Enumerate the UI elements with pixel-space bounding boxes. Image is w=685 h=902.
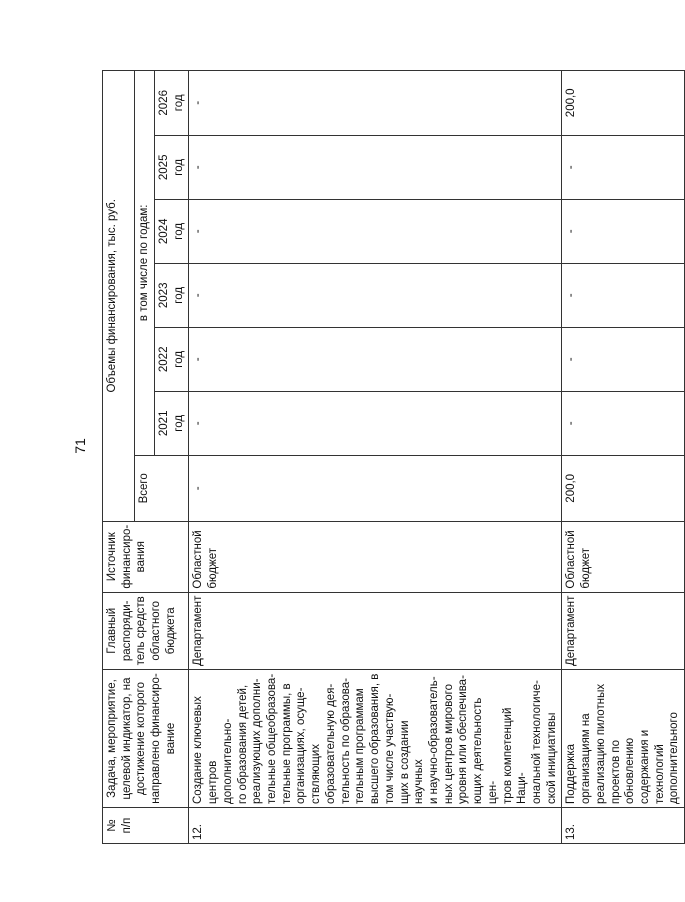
row-task: Поддержка организациям на реализацию пилотных проектов по обновлению содержания и технологий дополнительного (562, 670, 685, 808)
header-manager: Главный распоряди- тель средств областного бюджета (103, 592, 189, 669)
row-2024: - (189, 199, 562, 263)
header-year-2024: 2024 год (155, 199, 189, 263)
row-2021: - (562, 391, 685, 455)
header-by-years: в том числе по годам: (135, 70, 155, 455)
row-manager: Департамент (562, 592, 685, 669)
header-row-1 (103, 70, 135, 843)
financing-table (102, 70, 685, 844)
header-source: Источник финансиро- вания (103, 521, 189, 592)
header-total: Всего (135, 455, 189, 521)
row-2022: - (562, 327, 685, 391)
header-volumes: Объемы финансирования, тыс. руб. (103, 70, 135, 521)
row-source: Областной бюджет (189, 521, 562, 592)
row-task: Создание ключевых центров дополнительно- го образования детей, реализующих дополни- тельные общеобразова- тельные программы, в организациях, осуще- ствляющих образовательную дея- тельность по образова- тельным программам высшего образования, в том числе участвую- щих в создании научных и научно-образователь- ных центров мирового уровня или обеспечива- ющих деятельность цен- тров компетенций Наци- ональной технологиче- ской инициативы (189, 670, 562, 808)
header-year-2023: 2023 год (155, 263, 189, 327)
row-2025: - (562, 135, 685, 199)
header-task: Задача, мероприятие, целевой индикатор, на достижение которого направлено финансиро- вание (103, 670, 189, 808)
row-2023: - (562, 263, 685, 327)
header-num: № п/п (103, 808, 189, 844)
row-total: 200,0 (562, 455, 685, 521)
row-total: - (189, 455, 562, 521)
header-year-2025: 2025 год (155, 135, 189, 199)
row-2023: - (189, 263, 562, 327)
header-year-2022: 2022 год (155, 327, 189, 391)
table-row (562, 70, 685, 843)
header-year-2021: 2021 год (155, 391, 189, 455)
row-num: 12. (189, 808, 562, 844)
row-2026: 200,0 (562, 70, 685, 135)
row-2024: - (562, 199, 685, 263)
row-num: 13. (562, 808, 685, 844)
header-year-2026: 2026 год (155, 70, 189, 135)
row-2022: - (189, 327, 562, 391)
row-2026: - (189, 70, 562, 135)
table-row (189, 70, 562, 843)
row-source: Областной бюджет (562, 521, 685, 592)
page-number: 71 (71, 438, 88, 454)
row-manager: Департамент (189, 592, 562, 669)
row-2021: - (189, 391, 562, 455)
row-2025: - (189, 135, 562, 199)
